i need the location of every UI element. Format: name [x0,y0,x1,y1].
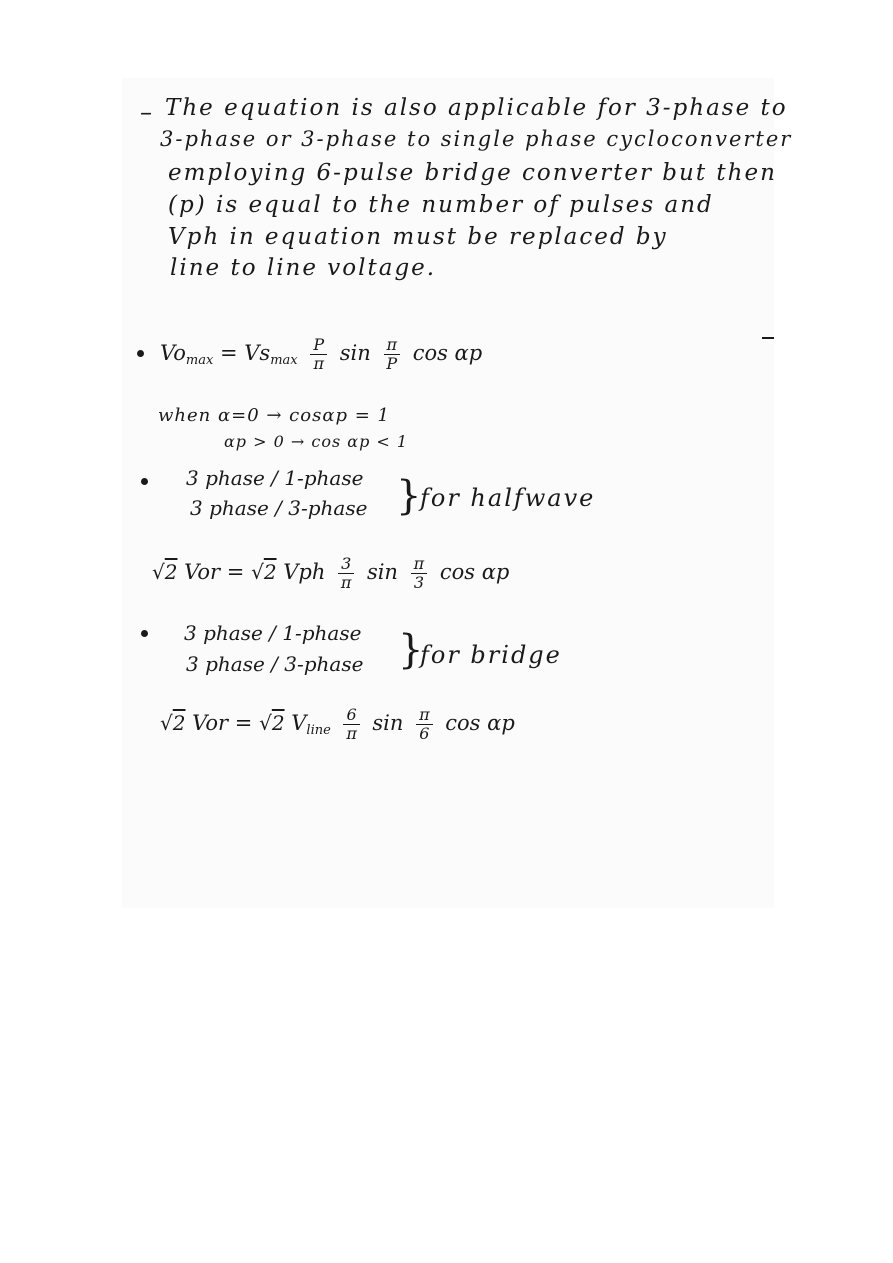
bridge-line-1: 3 phase / 1-phase [184,621,362,645]
eq3-fraction-6-over-pi: $\frac{6}{\pi}$ [343,706,359,743]
eq3-sqrt-lhs: √2 [160,711,186,735]
eq1-lhs-sub: max [185,353,214,368]
halfwave-label: for halfwave [420,484,596,512]
eq2-fraction-3-over-pi: $\frac{3}{\pi}$ [338,555,354,592]
eq1-sin: sin [339,341,371,365]
paragraph-dash: – [140,98,152,126]
bridge-line-2: 3 phase / 3-phase [186,652,364,676]
paragraph-line-3: employing 6-pulse bridge converter but then [168,160,777,186]
margin-mark [762,337,774,339]
bullet-halfwave [141,478,148,485]
halfwave-brace: } [396,473,422,519]
eq1-cos: cos αp [412,341,483,365]
paragraph-line-4: (p) is equal to the number of pulses and [168,192,714,218]
eq3-fraction-pi-over-6: $\frac{\pi}{6}$ [416,706,433,743]
eq3-v: V [291,711,307,735]
eq2-vph: Vph [283,560,326,584]
eq2-cos: cos αp [439,560,510,584]
halfwave-line-1: 3 phase / 1-phase [186,466,364,490]
eq2-sqrt-rhs: √2 [251,560,277,584]
eq1-fraction-p-over-pi: $\frac{P}{\pi}$ [310,336,327,373]
eq3-sin: sin [372,711,404,735]
eq3-sqrt-rhs: √2 [259,711,285,735]
condition-line-2: αp > 0 → cos αp < 1 [224,432,409,451]
eq3-v-sub: line [306,723,331,738]
eq1-equals: = Vs [220,341,271,365]
bullet-eq1 [137,350,144,357]
eq3-lhs: Vor = [192,711,253,735]
paragraph-line-1: The equation is also applicable for 3-phase to [165,95,788,121]
paragraph-line-5: Vph in equation must be replaced by [168,224,668,250]
eq1-vs-sub: max [270,353,298,368]
eq2-sin: sin [366,560,398,584]
eq2-fraction-pi-over-3: $\frac{\pi}{3}$ [411,555,428,592]
eq2-sqrt-lhs: √2 [152,560,178,584]
bridge-brace: } [398,627,424,673]
eq2-lhs: Vor = [184,560,245,584]
equation-bridge [160,706,515,743]
eq1-fraction-pi-over-p: $\frac{\pi}{P}$ [384,336,401,373]
bridge-label: for bridge [420,641,562,669]
bullet-bridge [141,630,148,637]
paragraph-line-6: line to line voltage. [170,255,437,281]
equation-vomax [160,336,482,373]
eq3-cos: cos αp [445,711,515,735]
eq1-lhs: Vo [160,341,186,365]
paragraph-line-2: 3-phase or 3-phase to single phase cycloconverter [160,127,793,151]
equation-halfwave [152,555,509,592]
halfwave-line-2: 3 phase / 3-phase [190,496,368,520]
condition-line-1: when α=0 → cosαp = 1 [158,405,390,426]
